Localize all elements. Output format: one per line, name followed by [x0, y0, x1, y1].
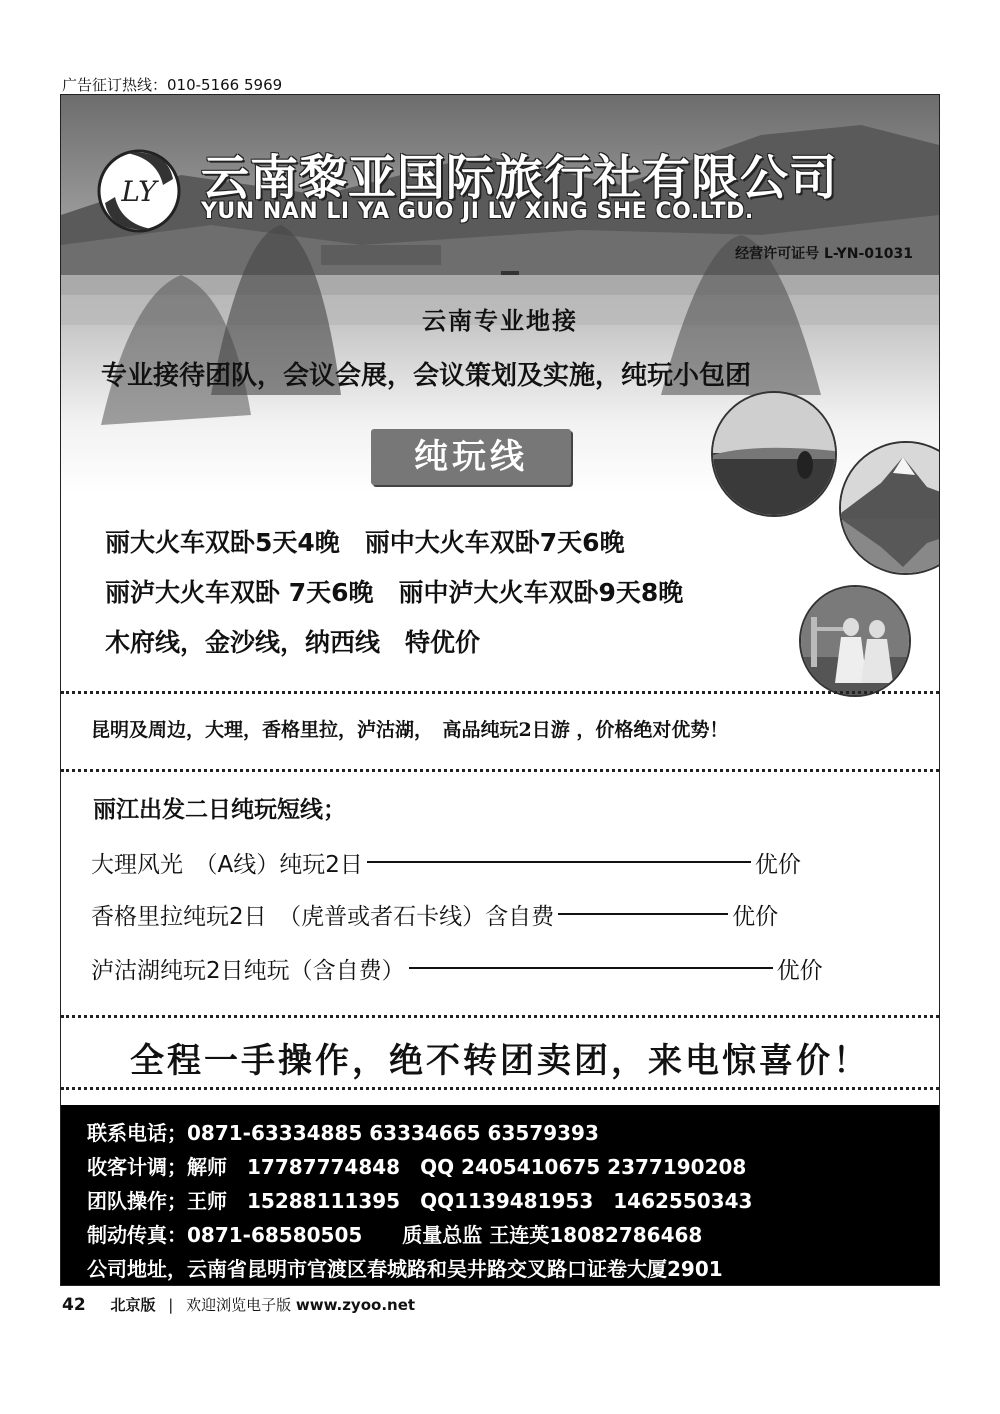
short-line-item: [91, 845, 921, 879]
dash-leader: [409, 967, 773, 969]
promo-line: 昆明及周边，大理，香格里拉，泸沽湖， 高品纯玩2日游 ，价格绝对优势！: [91, 719, 729, 741]
dotted-divider: [61, 1087, 939, 1090]
photo-circle-grassland: [711, 391, 837, 517]
contact-phone: 联系电话；0871-63334885 63334665 63579393: [87, 1121, 599, 1145]
dash-leader: [558, 913, 728, 915]
page-number: 42: [62, 1295, 86, 1315]
dotted-divider: [61, 691, 939, 694]
logo-letters: LY: [121, 175, 157, 208]
short-line-name: 香格里拉纯玩2日 （虎普或者石卡线）含自费: [91, 903, 555, 930]
company-name-chinese: 云南黎亚国际旅行社有限公司: [201, 150, 839, 206]
license-number: 经营许可证号 L-YN-01031: [735, 246, 913, 262]
dash-leader: [367, 861, 751, 863]
short-lines-title: 丽江出发二日纯玩短线；: [93, 797, 346, 823]
slogan-services: 专业接待团队，会议会展，会议策划及实施，纯玩小包团: [101, 361, 752, 391]
travel-agency-advertisement: [60, 94, 940, 1286]
route-line-3: 木府线，金沙线，纳西线 特优价: [105, 628, 481, 657]
website-url: www.zyoo.net: [295, 1296, 416, 1314]
slogan-local-reception: 云南专业地接: [422, 306, 578, 335]
dotted-divider: [61, 1015, 939, 1018]
short-line-price: 优价: [754, 851, 801, 878]
dotted-divider: [61, 769, 939, 772]
short-line-item: [91, 951, 921, 985]
short-line-price: 优价: [776, 957, 823, 984]
contact-address: 公司地址，云南省昆明市官渡区春城路和吴井路交叉路口证卷大厦2901: [87, 1257, 723, 1281]
contact-group-ops: 团队操作；王师 15288111395 QQ1139481953 1462550343: [87, 1189, 753, 1213]
company-name-english: YUN NAN LI YA GUO JI LV XING SHE CO.LTD.: [201, 199, 754, 224]
short-line-name: 大理风光 （A线）纯玩2日: [91, 851, 363, 878]
contact-info-panel: [61, 1105, 939, 1286]
page-footer: [62, 1294, 415, 1315]
footer-separator: |: [168, 1296, 174, 1314]
short-line-price: 优价: [732, 903, 779, 930]
route-line-1: 丽大火车双卧5天4晚 丽中大火车双卧7天6晚: [105, 528, 625, 557]
route-line-2: 丽泸大火车双卧 7天6晚 丽中泸大火车双卧9天8晚: [105, 578, 684, 607]
guarantee-slogan: 全程一手操作，绝不转团卖团，来电惊喜价！: [130, 1041, 870, 1081]
short-line-name: 泸沽湖纯玩2日纯玩（含自费）: [91, 957, 405, 984]
contact-fax: 制动传真：0871-68580505 质量总监 王连英18082786468: [87, 1223, 703, 1247]
ad-hotline: 广告征订热线：010-5166 5969: [62, 76, 283, 94]
contact-booking: 收客计调；解师 17787774848 QQ 2405410675 2377190208: [87, 1155, 747, 1179]
company-logo: [91, 143, 187, 239]
short-line-item: [91, 897, 921, 931]
welcome-text: 欢迎浏览电子版: [186, 1296, 292, 1314]
photo-circle-people: [799, 585, 911, 697]
pure-tour-banner: 纯玩线: [371, 429, 571, 485]
edition-label: 北京版: [110, 1296, 156, 1314]
